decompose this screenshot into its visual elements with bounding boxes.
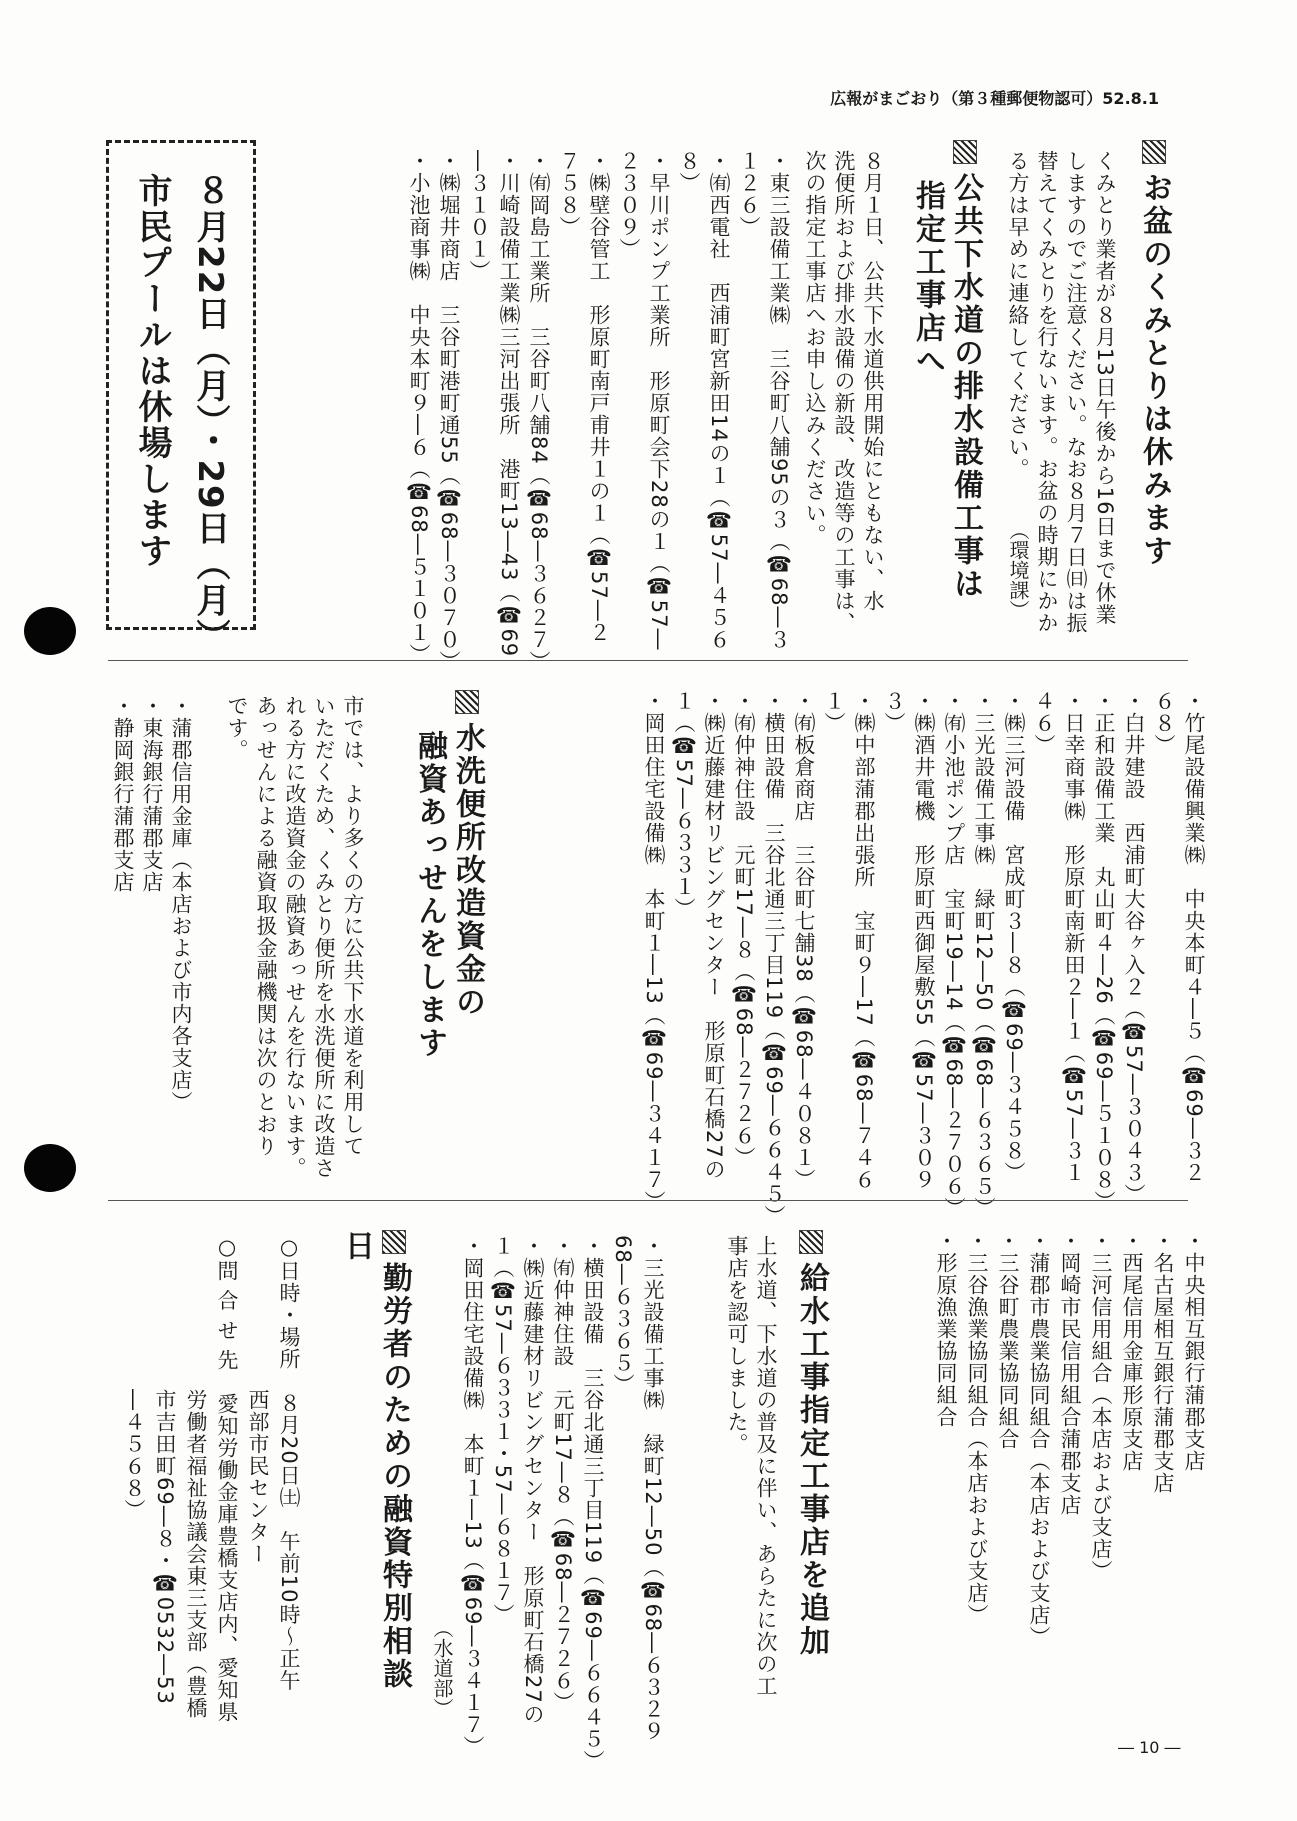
sewer-intro: ８月１日、公共下水道供用開始にともない、水 洗便所および排水設備の新設、改造等の工事は、 次の指定工事店へお申し込みください。	[803, 150, 885, 634]
water-title: 給水工事指定工事店を追加	[792, 1230, 830, 1700]
pool-notice-box	[106, 140, 256, 655]
loan-title: 水洗便所改造資金の 融資あっせんをします	[410, 690, 486, 1150]
heading-mark-icon	[382, 1230, 406, 1254]
page-header: 広報がまごおり（第３種郵便物認可）52.8.1	[830, 89, 1159, 108]
obon-title: お盆のくみとりは休みます	[1135, 140, 1173, 580]
loan-banks-bottom: ・ 中央相互銀行蒲郡支店 ・ 名古屋相互銀行蒲郡支店 ・ 西尾信用金庫形原支店 ・ 三河信用組合（本店および支店） ・ 岡崎市民信用組合蒲郡支店 ・ 蒲郡市農業協同組合（本店および支店） ・ 三谷町農業協同組合 ・ 三谷漁業協同組合（本店および支店） ・ 形原漁業協同組合	[930, 1230, 1209, 1690]
sewer-list-mid: ・ 竹尾設備興業㈱ 中央本町４―５（☎69―３２ ６８） ・ 白井建設 西浦町大谷ヶ入２（☎57―３０４３） ・ 正和設備工業 丸山町４―26（☎69―５１０８） ・ 日幸商事㈱ 形原町南新田２―１（☎57―３１ ４６） ・ ㈱三河設備 宮成町３―８（☎69―３４５８） ・ 三光設備工事㈱ 緑町12―50（☎68―６３６５） ・ ㈲小池ポンプ店 宝町19―14（☎68―２７０６） ・ ㈱酒井電機 形原町西御屋敷55（☎57―３０９ ３） ・ ㈱中部蒲郡出張所 宝町９―17（☎68―７４６ １） ・ ㈲板倉商店 三谷町七舗38（☎68―４０８１） ・ 横田設備 三谷北通三丁目119（☎69―６６４５） ・ ㈲仲神住設 元町17―８（☎68―２７２６） ・ ㈱近藤建材リビングセンター 形原町石橋27の １（☎57―６３３１） ・ 岡田住宅設備㈱ 本町１―13（☎69―３４１７）	[639, 690, 1209, 1170]
loan-banks-mid: ・ 蒲郡信用金庫（本店および市内各支店） ・ 東海銀行蒲郡支店 ・ 静岡銀行蒲郡支店	[108, 695, 195, 1165]
page-number: ― 10 ―	[1118, 1738, 1181, 1757]
worker-title: 勤労者のための融資特別相談日	[339, 1230, 412, 1691]
binding-hole	[24, 1144, 76, 1192]
section-divider	[108, 660, 1188, 661]
worker-details: ○日時・場所 ８月20日㈯ 午前10時～正午 西部市民センター ○問 合 せ 先 愛知労働金庫豊橋支店内、愛知県 労働者福祉協議会東三支部（豊橋 市吉田町69―８・☎0532―53 ―４５６８）	[122, 1235, 301, 1724]
obon-dept: （環境課）	[1006, 520, 1030, 620]
binding-hole	[24, 607, 76, 655]
section-divider	[108, 1200, 1188, 1201]
water-dept: （水道部）	[430, 1618, 454, 1718]
heading-mark-icon	[953, 140, 977, 164]
pool-notice: ８月22日（月）・29日（月） 市民プールは休場します	[132, 173, 230, 655]
loan-body: 市では、より多くの方に公共下水道を利用して いただくため、くみとり便所を水洗便所に改造さ れる方に改造資金の融資あっせんを行ないます。 あっせんによる融資取扱金融機関は次のとおり です。	[225, 695, 365, 1179]
heading-mark-icon	[799, 1230, 823, 1254]
heading-mark-icon	[455, 690, 479, 714]
obon-body: くみとり業者が８月13日午後から16日まで休業 しますのでご注意ください。なお８月７日㈰は振 替えてくみとりを行ないます。お盆の時期にかか る方は早めに連絡してください。	[1006, 150, 1117, 634]
heading-mark-icon	[1142, 140, 1166, 164]
water-body: 上水道、下水道の普及に伴い、あらたに次の工 事店を認可しました。	[725, 1235, 778, 1697]
sewer-list-top: ・ 東三設備工業㈱ 三谷町八舗95の３（☎68―３ １２６） ・ ㈲西電社 西浦町宮新田14の１（☎57―４５６ ８） ・ 早川ポンプ工業所 形原町会下28の１（☎57― ２３０９） ・ ㈱壁谷管工 形原町南戸甫井１の１（☎57―２ ７５８） ・ ㈲岡島工業所 三谷町八舗84（☎68―３６２７） ・ 川崎設備工業㈱三河出張所 港町13―43（☎69 ―３１０１） ・ ㈱堀井商店 三谷町港町通55（☎68―３０７０） ・ 小池商事㈱ 中央本町９―６（☎68―５１０１）	[404, 150, 794, 620]
sewer-title: 公共下水道の排水設備工事は 指定工事店へ	[908, 140, 984, 610]
water-list: ・ 三光設備工事㈱ 緑町12―50（☎68―６３２９ 68―６３６５） ・ 横田設備 三谷北通三丁目119（☎69―６６４５） ・ ㈲仲神住設 元町17―８（☎68―２７２６） ・ ㈱近藤建材リビングセンター 形原町石橋27の １（☎57―６３３１・57―６８１７） ・ 岡田住宅設備㈱ 本町１―13（☎69―３４１７）	[458, 1235, 668, 1705]
